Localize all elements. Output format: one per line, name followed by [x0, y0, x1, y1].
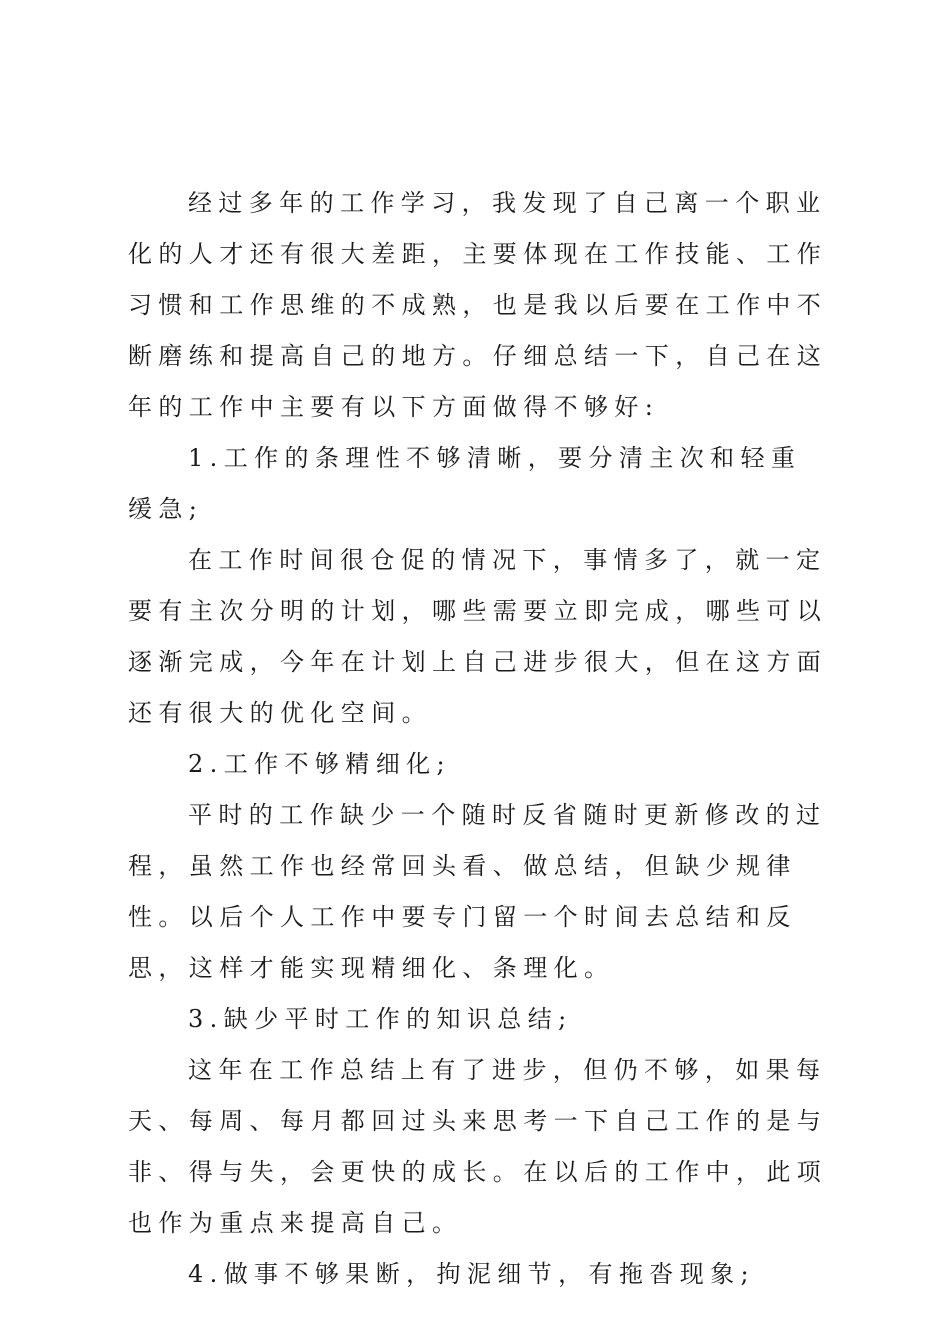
section-heading-4: 4.做事不够果断，拘泥细节，有拖沓现象; — [188, 1260, 755, 1288]
body-paragraph: 这年在工作总结上有了进步，但仍不够，如果每天、每周、每月都回过头来思考一下自己工作的是与非、得与失，会更快的成长。在以后的工作中，此项也作为重点来提高自己。 — [128, 1056, 828, 1237]
body-paragraph: 平时的工作缺少一个随时反省随时更新修改的过程，虽然工作也经常回头看、做总结，但缺少规律性。以后个人工作中要专门留一个时间去总结和反思，这样才能实现精细化、条理化。 — [128, 801, 827, 982]
body-paragraph: 在工作时间很仓促的情况下，事情多了，就一定要有主次分明的计划，哪些需要立即完成，哪些可以逐渐完成，今年在计划上自己进步很大，但在这方面还有很大的优化空间。 — [128, 546, 828, 727]
document-body — [128, 178, 828, 1300]
section-heading-1: 1.工作的条理性不够清晰，要分清主次和轻重缓急; — [128, 444, 802, 523]
section-heading-2: 2.工作不够精细化; — [188, 750, 451, 778]
section-heading-3: 3.缺少平时工作的知识总结; — [188, 1005, 573, 1033]
body-paragraph: 经过多年的工作学习，我发现了自己离一个职业化的人才还有很大差距，主要体现在工作技能、工作习惯和工作思维的不成熟，也是我以后要在工作中不断磨练和提高自己的地方。仔细总结一下，自己在这年的工作中主要有以下方面做得不够好: — [128, 189, 828, 421]
